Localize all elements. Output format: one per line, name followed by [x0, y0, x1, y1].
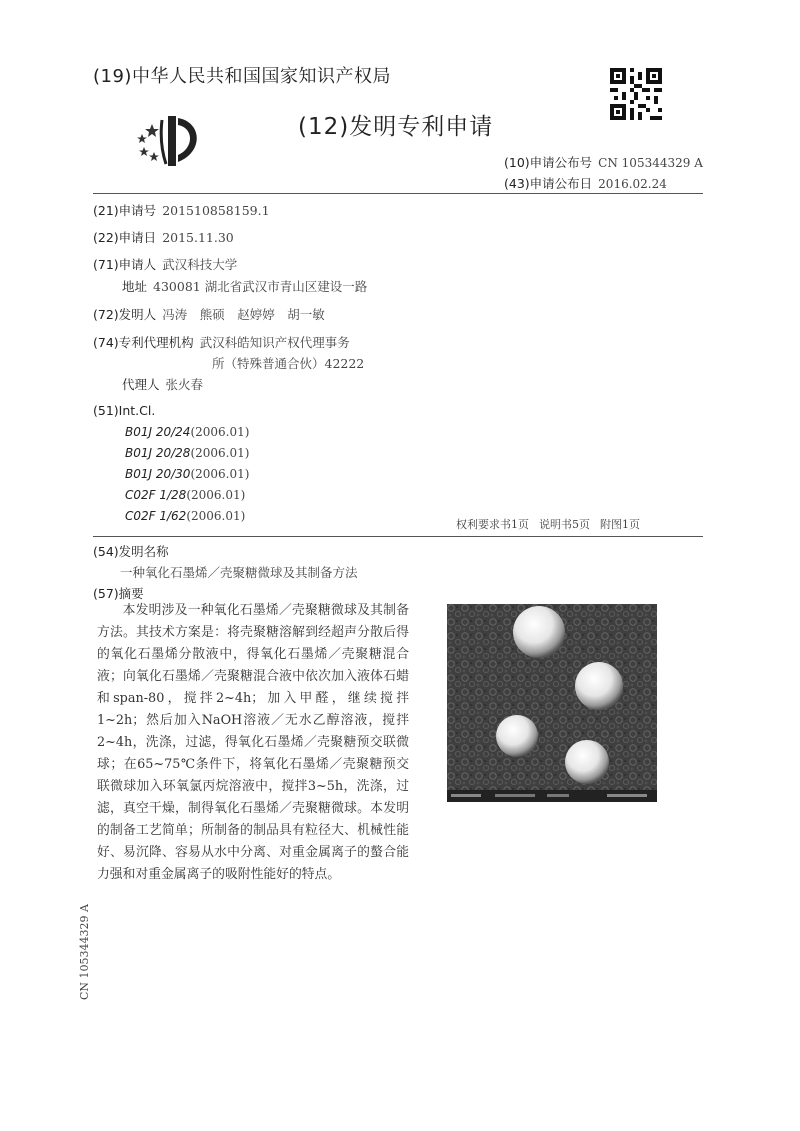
field-code: (54) [93, 544, 119, 559]
field-value: 武汉科技大学 [162, 257, 238, 272]
description-pages: 说明书5页 [539, 518, 590, 531]
ipc-code: C02F 1/28 [125, 488, 187, 502]
field-value: 430081 湖北省武汉市青山区建设一路 [153, 279, 368, 294]
agent [122, 375, 203, 393]
inventors [93, 305, 325, 323]
issuing-office: (19)中华人民共和国国家知识产权局 [93, 66, 391, 87]
field-value: 冯涛 熊硕 赵婷婷 胡一敏 [162, 307, 325, 322]
agency-line2 [212, 354, 364, 372]
publication-date-row [504, 174, 667, 192]
side-publication-number: CN 105344329 A [78, 904, 91, 1000]
field-code: (51) [93, 403, 119, 418]
field-code: (72) [93, 307, 119, 322]
field-code: (74) [93, 335, 119, 350]
ipc-class [125, 467, 249, 481]
field-value: 所（特殊普通合伙）42222 [212, 356, 365, 371]
address [122, 277, 367, 295]
field-label: Int.Cl. [118, 403, 156, 418]
application-date [93, 228, 234, 246]
ipc-version: (2006.01) [186, 488, 246, 502]
ipc-code: B01J 20/28 [125, 446, 191, 460]
publication-number-row [504, 153, 703, 171]
agency [93, 333, 350, 351]
ipc-code: C02F 1/62 [125, 509, 187, 523]
ipc-class [125, 446, 249, 460]
int-cl [93, 403, 155, 418]
field-label: 发明名称 [118, 544, 169, 559]
field-code: (22) [93, 230, 119, 245]
field-code: (57) [93, 586, 119, 601]
biblio-rule [93, 536, 703, 537]
invention-title: 一种氧化石墨烯／壳聚糖微球及其制备方法 [120, 565, 358, 580]
application-number [93, 201, 270, 219]
sipo-emblem-icon [132, 112, 212, 168]
ipc-class [125, 509, 245, 523]
publication-date-label: (43)申请公布日 [504, 176, 593, 191]
ipc-version: (2006.01) [190, 467, 250, 481]
ipc-class [125, 425, 249, 439]
ipc-version: (2006.01) [186, 509, 246, 523]
publication-number-label: (10)申请公布号 [504, 155, 593, 170]
document-type: (12)发明专利申请 [298, 114, 494, 140]
abstract-text: 本发明涉及一种氧化石墨烯／壳聚糖微球及其制备方法。其技术方案是：将壳聚糖溶解到经超声分散后得的氧化石墨烯分散液中，得氧化石墨烯／壳聚糖混合液；向氧化石墨烯／壳聚糖混合液中依次加入液体石蜡和span-80，搅拌2~4h；加入甲醛，继续搅拌1~2h；然后加入NaOH溶液／无水乙醇溶液，搅拌2~4h，洗涤，过滤，得氧化石墨烯／壳聚糖预交联微球；在65~75℃条件下，将氧化石墨烯／壳聚糖预交联微球加入环氧氯丙烷溶液中，搅拌3~5h，洗涤，过滤，真空干燥，制得氧化石墨烯／壳聚糖微球。本发明的制备工艺简单；所制备的制品具有粒径大、机械性能好、易沉降、容易从水中分离、对重金属离子的螯合能力强和对重金属离子的吸附性能好的特点。 [97, 603, 409, 882]
publication-date: 2016.02.24 [598, 177, 667, 191]
field-value: 张火春 [165, 377, 204, 392]
field-label: 地址 [122, 279, 148, 294]
field-label: 申请人 [118, 257, 157, 272]
field-value: 武汉科皓知识产权代理事务 [199, 335, 350, 350]
claims-pages: 权利要求书1页 [456, 518, 529, 531]
field-label: 摘要 [118, 586, 144, 601]
field-value: 201510858159.1 [162, 203, 270, 218]
field-label: 申请日 [118, 230, 157, 245]
ipc-version: (2006.01) [190, 446, 250, 460]
ipc-code: B01J 20/24 [125, 425, 191, 439]
field-label: 发明人 [118, 307, 157, 322]
drawings-pages: 附图1页 [600, 518, 640, 531]
field-code: (21) [93, 203, 119, 218]
page-counts [456, 516, 650, 532]
field-label: 代理人 [122, 377, 160, 392]
ipc-code: B01J 20/30 [125, 467, 191, 481]
field-label: 专利代理机构 [118, 335, 194, 350]
ipc-class [125, 488, 245, 502]
ipc-version: (2006.01) [190, 425, 250, 439]
field-code: (71) [93, 257, 119, 272]
invention-title-heading [93, 542, 169, 560]
applicant [93, 255, 237, 273]
publication-number: CN 105344329 A [598, 156, 703, 170]
header-rule [93, 193, 703, 194]
field-label: 申请号 [118, 203, 157, 218]
field-value: 2015.11.30 [162, 230, 234, 245]
sem-micrograph-image [447, 604, 657, 802]
qr-code-icon [610, 68, 662, 120]
